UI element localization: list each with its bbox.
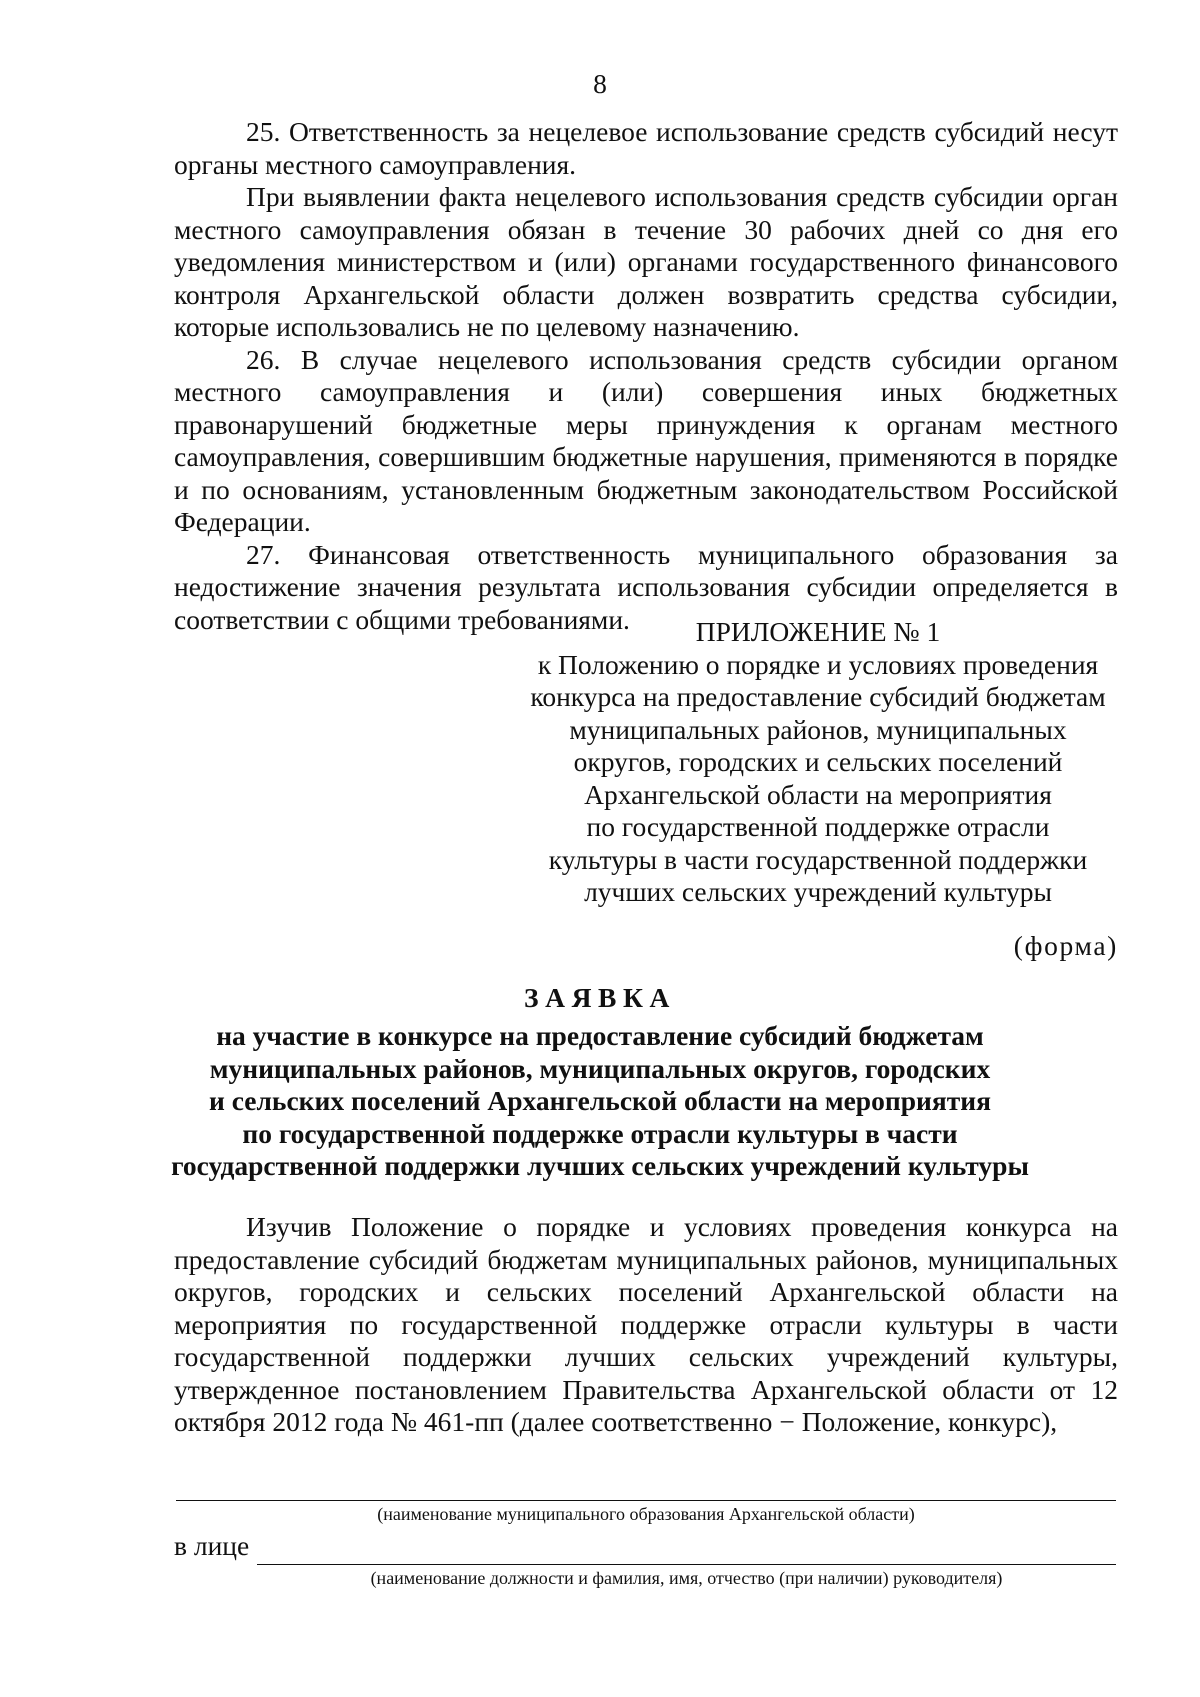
form-label: (форма) xyxy=(1013,930,1118,961)
appendix-line: округов, городских и сельских поселений xyxy=(573,746,1063,777)
application-title: ЗАЯВКА xyxy=(524,982,676,1013)
municipality-fill-line xyxy=(176,1500,1116,1501)
application-subtitle xyxy=(150,1020,1050,1183)
paragraph-27: 27. Финансовая ответственность муниципального образования за недостижение значения результата использования субсидии определяется в соответствии с общими требованиями. xyxy=(174,538,1118,635)
appendix-header xyxy=(520,616,1116,909)
appendix-line: по государственной поддержке отрасли xyxy=(586,811,1050,842)
intro-paragraph: Изучив Положение о порядке и условиях проведения конкурса на предоставление субсидий бюджетам муниципальных районов, муниципальных округов, городских и сельских поселений Архангельской области на мероприятия по государственной поддержке отрасли культуры в части государственной поддержки лучших сельских учреждений культуры, утвержденное постановлением Правительства Архангельской области от 12 октября 2012 года № 461-пп (далее соответственно − Положение, конкурс), xyxy=(174,1211,1118,1437)
appendix-line: лучших сельских учреждений культуры xyxy=(584,876,1052,907)
paragraph-26: 26. В случае нецелевого использования средств субсидии органом местного самоуправления и (или) совершения иных бюджетных правонарушений бюджетные меры принуждения к органам местного самоуправления, совершившим бюджетные нарушения, применяются в порядке и по основаниям, установленным бюджетным законодательством Российской Федерации. xyxy=(174,343,1118,537)
represented-by-label: в лице xyxy=(174,1530,250,1561)
paragraph-25-continued: При выявлении факта нецелевого использования средств субсидии орган местного самоуправления обязан в течение 30 рабочих дней со дня его уведомления министерством и (или) органами государственного финансового контроля Архангельской области должен возвратить средства субсидии, которые использовались не по целевому назначению. xyxy=(174,181,1118,342)
page-number: 8 xyxy=(593,68,607,99)
appendix-line: муниципальных районов, муниципальных xyxy=(569,713,1067,745)
paragraph-25: 25. Ответственность за нецелевое использование средств субсидий несут органы местного самоуправления. xyxy=(174,116,1118,180)
subtitle-line: государственной поддержки лучших сельских учреждений культуры xyxy=(171,1150,1029,1181)
appendix-line: Архангельской области на мероприятия xyxy=(584,778,1052,810)
head-fill-line xyxy=(257,1564,1116,1565)
subtitle-line: по государственной поддержке отрасли культуры в части xyxy=(242,1117,958,1149)
head-caption: (наименование должности и фамилия, имя, отчество (при наличии) руководителя) xyxy=(370,1568,1003,1588)
municipality-caption: (наименование муниципального образования Архангельской области) xyxy=(377,1504,915,1524)
appendix-title: ПРИЛОЖЕНИЕ № 1 xyxy=(695,616,941,647)
appendix-line: конкурса на предоставление субсидий бюджетам xyxy=(530,681,1106,712)
subtitle-line: на участие в конкурсе на предоставление субсидий бюджетам xyxy=(216,1020,984,1051)
intro-section xyxy=(174,1211,1118,1439)
subtitle-line: и сельских поселений Архангельской области на мероприятия xyxy=(209,1085,991,1116)
appendix-line: к Положению о порядке и условиях проведения xyxy=(537,648,1099,680)
closing-paragraphs xyxy=(174,116,1118,636)
appendix-line: культуры в части государственной поддержки xyxy=(548,843,1088,875)
subtitle-line: муниципальных районов, муниципальных округов, городских xyxy=(209,1052,991,1084)
